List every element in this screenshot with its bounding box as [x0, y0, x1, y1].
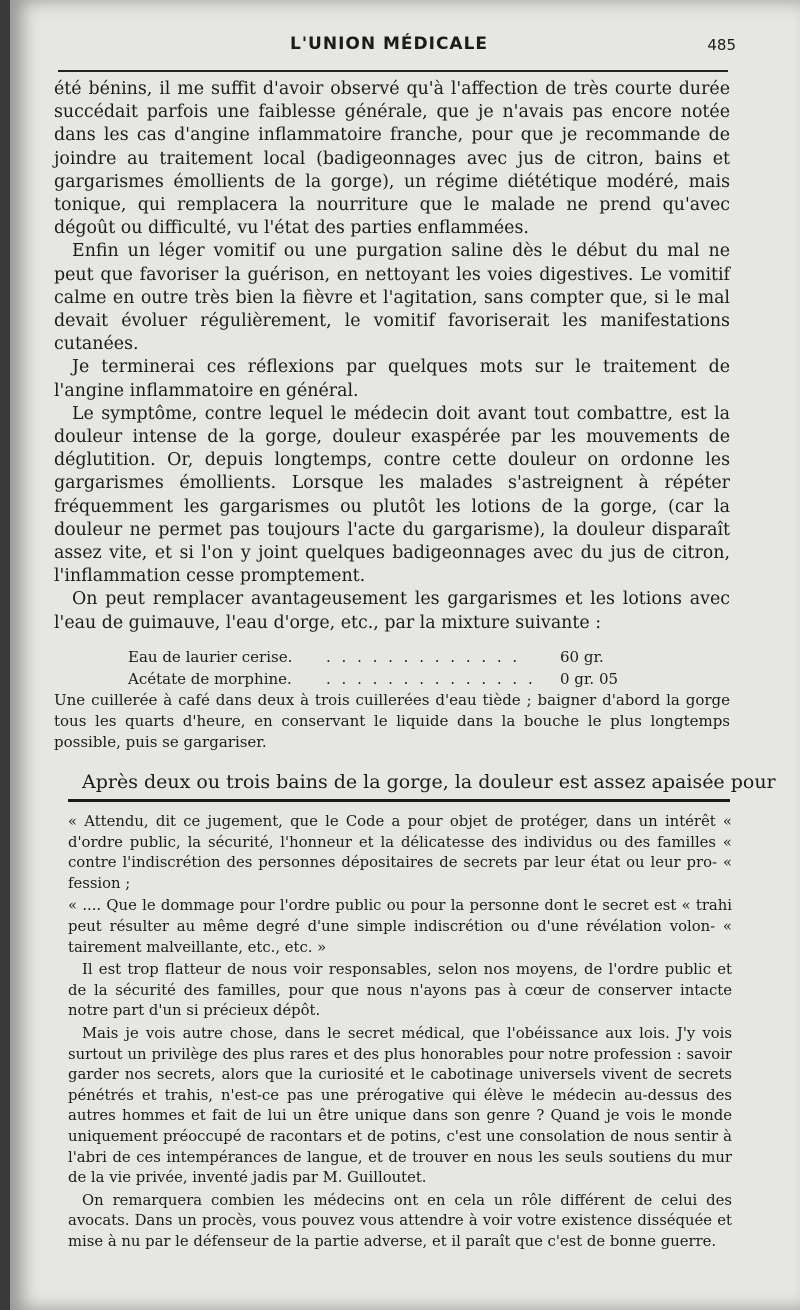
footnote-rule — [68, 799, 730, 802]
prescription — [54, 646, 730, 690]
prescription-row — [54, 646, 730, 668]
prescription-instructions: Une cuillerée à café dans deux à trois cuillerées d'eau tiède ; baigner d'abord la gorge tous les quarts d'heure, en conservant le liquide dans la bouche le plus longtemps possible, puis se gargariser. — [54, 691, 730, 751]
footnote-quote: « .... Que le dommage pour l'ordre public ou pour la personne dont le secret est « trahi peut résulter au même degré d'une simple indiscrétion ou d'une révélation volon- « tairement malveillante, etc., etc. » — [68, 897, 732, 956]
paragraph: Je terminerai ces réflexions par quelques mots sur le traitement de l'angine inflammatoire en général. — [54, 357, 730, 401]
footnote-paragraph: On remarquera combien les médecins ont en cela un rôle différent de celui des avocats. Dans un procès, vous pouvez vous attendre à voir votre existence disséquée et mise à nu par le défenseur de la partie adverse, et il paraît que c'est de bonne guerre. — [68, 1191, 732, 1250]
prescription-row — [54, 668, 730, 690]
journal-page — [10, 0, 800, 1310]
ingredient-name: Eau de laurier cerise. — [128, 648, 293, 666]
paragraph: On peut remplacer avantageusement les gargarismes et les lotions avec l'eau de guimauve, l'eau d'orge, etc., par la mixture suivante : — [54, 589, 730, 633]
page-number: 485 — [707, 36, 736, 54]
leader-dots: . . . . . . . . . . . . . — [326, 648, 521, 666]
continued-line: Après deux ou trois bains de la gorge, la douleur est assez apaisée pour — [82, 771, 776, 793]
footnote — [68, 812, 732, 1254]
footnote-paragraph: Mais je vois autre chose, dans le secret médical, que l'obéissance aux lois. J'y vois surtout un privilège des plus rares et des plus honorables pour notre profession : savoir garder nos secrets, alors que la curiosité et le cabotinage universels vivent de secrets pénétrés et trahis, n'est-ce pas une prérogative qui élève le médecin au-dessus des autres hommes et fait de lui un être unique dans son genre ? Quand je vois le monde uniquement préoccupé de racontars et de potins, c'est une consolation de nous sentir à l'abri de ces intempérances de langue, et de trouver en nous les seuls soutiens du mur de la vie privée, inventé jadis par M. Guilloutet. — [68, 1024, 732, 1187]
paragraph: été bénins, il me suffit d'avoir observé qu'à l'affection de très courte durée succédait parfois une faiblesse générale, que je n'avais pas encore notée dans les cas d'angine inflammatoire franche, pour que je recommande de joindre au traitement local (badigeonnages avec jus de citron, bains et gargarismes émollients de la gorge), un régime diététique modéré, mais tonique, qui remplacera la nourriture que le malade ne prend qu'avec dégoût ou difficulté, vu l'état des parties enflammées. — [54, 79, 730, 239]
paragraph: Le symptôme, contre lequel le médecin doit avant tout combattre, est la douleur intense de la gorge, douleur exaspérée par les mouvements de déglutition. Or, depuis longtemps, contre cette douleur on ordonne les gargarismes émollients. Lorsque les malades s'astreignent à répéter fréquemment les gargarismes ou plutôt les lotions de la gorge, (car la douleur ne permet pas toujours l'acte du gargarisme), la douleur disparaît assez vite, et si l'on y joint quelques badigeonnages avec du jus de citron, l'inflammation cesse promptement. — [54, 403, 730, 587]
running-title: L'UNION MÉDICALE — [290, 34, 489, 54]
ingredient-quantity: 0 gr. 05 — [560, 670, 619, 688]
paragraph: Enfin un léger vomitif ou une purgation saline dès le début du mal ne peut que favoriser la guérison, en nettoyant les voies digestives. Le vomitif calme en outre très bien la fièvre et l'agitation, sans compter que, si le mal devait évoluer régulièrement, le vomitif favoriserait les manifestations cutanées. — [54, 241, 730, 355]
footnote-quote: « Attendu, dit ce jugement, que le Code a pour objet de protéger, dans un intérêt « d'ordre public, la sécurité, l'honneur et la délicatesse des individus ou des familles « contre l'indiscrétion des personnes dépositaires de secrets par leur état ou leur pro- « fession ; — [68, 813, 732, 892]
ingredient-name: Acétate de morphine. — [128, 670, 292, 688]
page-header — [10, 34, 800, 64]
header-rule — [58, 70, 728, 72]
footnote-paragraph: Il est trop flatteur de nous voir responsables, selon nos moyens, de l'ordre public et de la sécurité des familles, pour que nous n'ayons pas à cœur de conserver intacte notre part d'un si précieux dépôt. — [68, 961, 732, 1020]
leader-dots: . . . . . . . . . . . . . . — [326, 670, 536, 688]
ingredient-quantity: 60 gr. — [560, 648, 604, 666]
main-text — [54, 78, 730, 635]
